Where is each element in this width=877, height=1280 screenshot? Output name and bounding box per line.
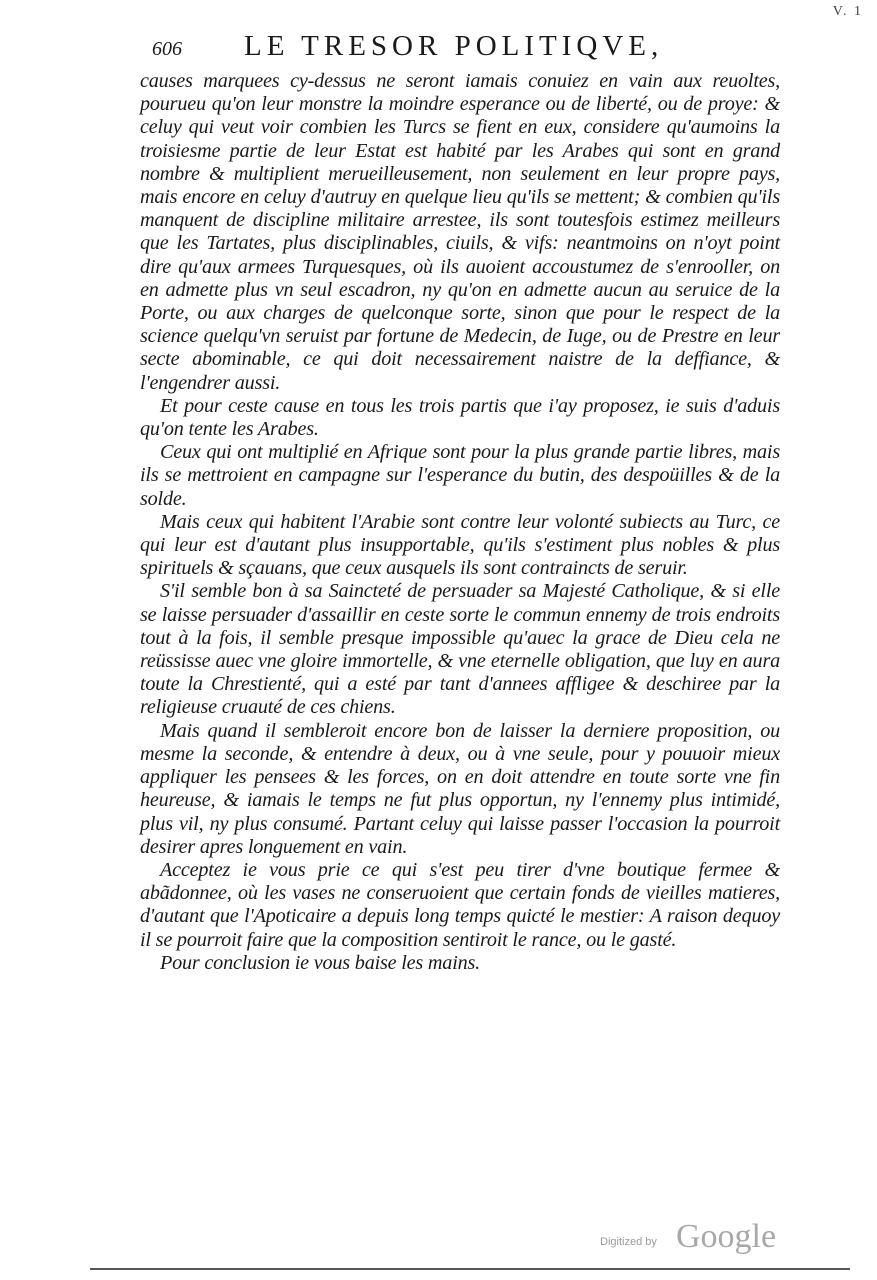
paragraph-continued: causes marquees cy-dessus ne seront iamais conuiez en vain aux reuoltes, pourueu qu'on leur monstre la moindre esperance ou de liberté, ou de proye: & celuy qui veut voir combien les Turcs se fient en eux, considere qu'aumoins la troisiesme partie de leur Estat est habité par les Arabes qui sont en grand nombre & multiplient merueilleusement, non seulement en leur propre pays, mais encore en celuy d'autruy en quelque lieu qu'ils se mettent; & combien qu'ils manquent de discipline militaire arrestee, ils sont toutesfois estimez meilleurs que les Tartates, plus disciplinables, ciuils, & vifs: neantmoins on n'oyt point dire qu'aux armees Turquesques, où ils auoient accoustumez de s'enrooller, on en admette plus vn seul escadron, ny qu'on en admette aucun au seruice de la Porte, ou aux charges de quelconque sorte, sinon que pour le respect de la science quelqu'vn seruist par fortune de Medecin, de Iuge, ou de Prestre en leur secte abominable, ce qui doit necessairement naistre de la deffiance, & l'engendrer aussi. (140, 70, 780, 394)
page-header (152, 30, 692, 70)
paragraph: Acceptez ie vous prie ce qui s'est peu tirer d'vne boutique fermee & abãdonnee, où les vases ne conseruoient que certain fonds de vieilles matieres, d'autant que l'Apoticaire a depuis long temps quicté le mestier: A raison dequoy il se pourroit faire que la composition sentiroit le rance, ou le gasté. (140, 858, 780, 951)
paragraph: S'il semble bon à sa Saincteté de persuader sa Majesté Catholique, & si elle se laisse persuader d'assaillir en ceste sorte le commun ennemy de trois endroits tout à la fois, il semble presque impossible qu'auec la grace de Dieu cela ne reüssisse auec vne gloire immortelle, & vne eternelle obligation, que luy en aura toute la Chrestienté, qui a esté par tant d'annees affligee & deschiree par la religieuse cruauté de ces chiens. (140, 580, 780, 719)
corner-mark: V. 1 (832, 4, 863, 19)
paragraph: Mais ceux qui habitent l'Arabie sont contre leur volonté subiects au Turc, ce qui leur est d'autant plus insupportable, qu'ils s'estiment plus nobles & plus spirituels & sçauans, que ceux ausquels ils sont contraincts de seruir. (140, 510, 780, 580)
paragraph: Ceux qui ont multiplié en Afrique sont pour la plus grande partie libres, mais ils se mettroient en campagne sur l'esperance du butin, des despoüilles & de la solde. (140, 441, 780, 510)
bottom-rule (90, 1268, 850, 1270)
paragraph: Mais quand il sembleroit encore bon de laisser la derniere proposition, ou mesme la seconde, & entendre à deux, ou à vne seule, pour y pouuoir mieux appliquer les pensees & les forces, on en doit attendre en toute sorte vne fin heureuse, & iamais le temps ne fut plus opportun, ny l'ennemy plus intimidé, plus vil, ny plus consumé. Partant celuy qui laisse passer l'occasion la pourroit desirer apres longuement en vain. (140, 719, 780, 858)
digitized-by-google (600, 1218, 800, 1258)
google-logo: Google (676, 1218, 777, 1255)
paragraph-closing: Pour conclusion ie vous baise les mains. (160, 951, 481, 974)
body-text (140, 70, 780, 975)
page-number: 606 (152, 38, 182, 60)
running-title: LE TRESOR POLITIQVE, (244, 30, 664, 62)
digitized-label: Digitized by (600, 1236, 657, 1248)
paragraph: Et pour ceste cause en tous les trois partis que i'ay proposez, ie suis d'aduis qu'on tente les Arabes. (140, 394, 780, 441)
